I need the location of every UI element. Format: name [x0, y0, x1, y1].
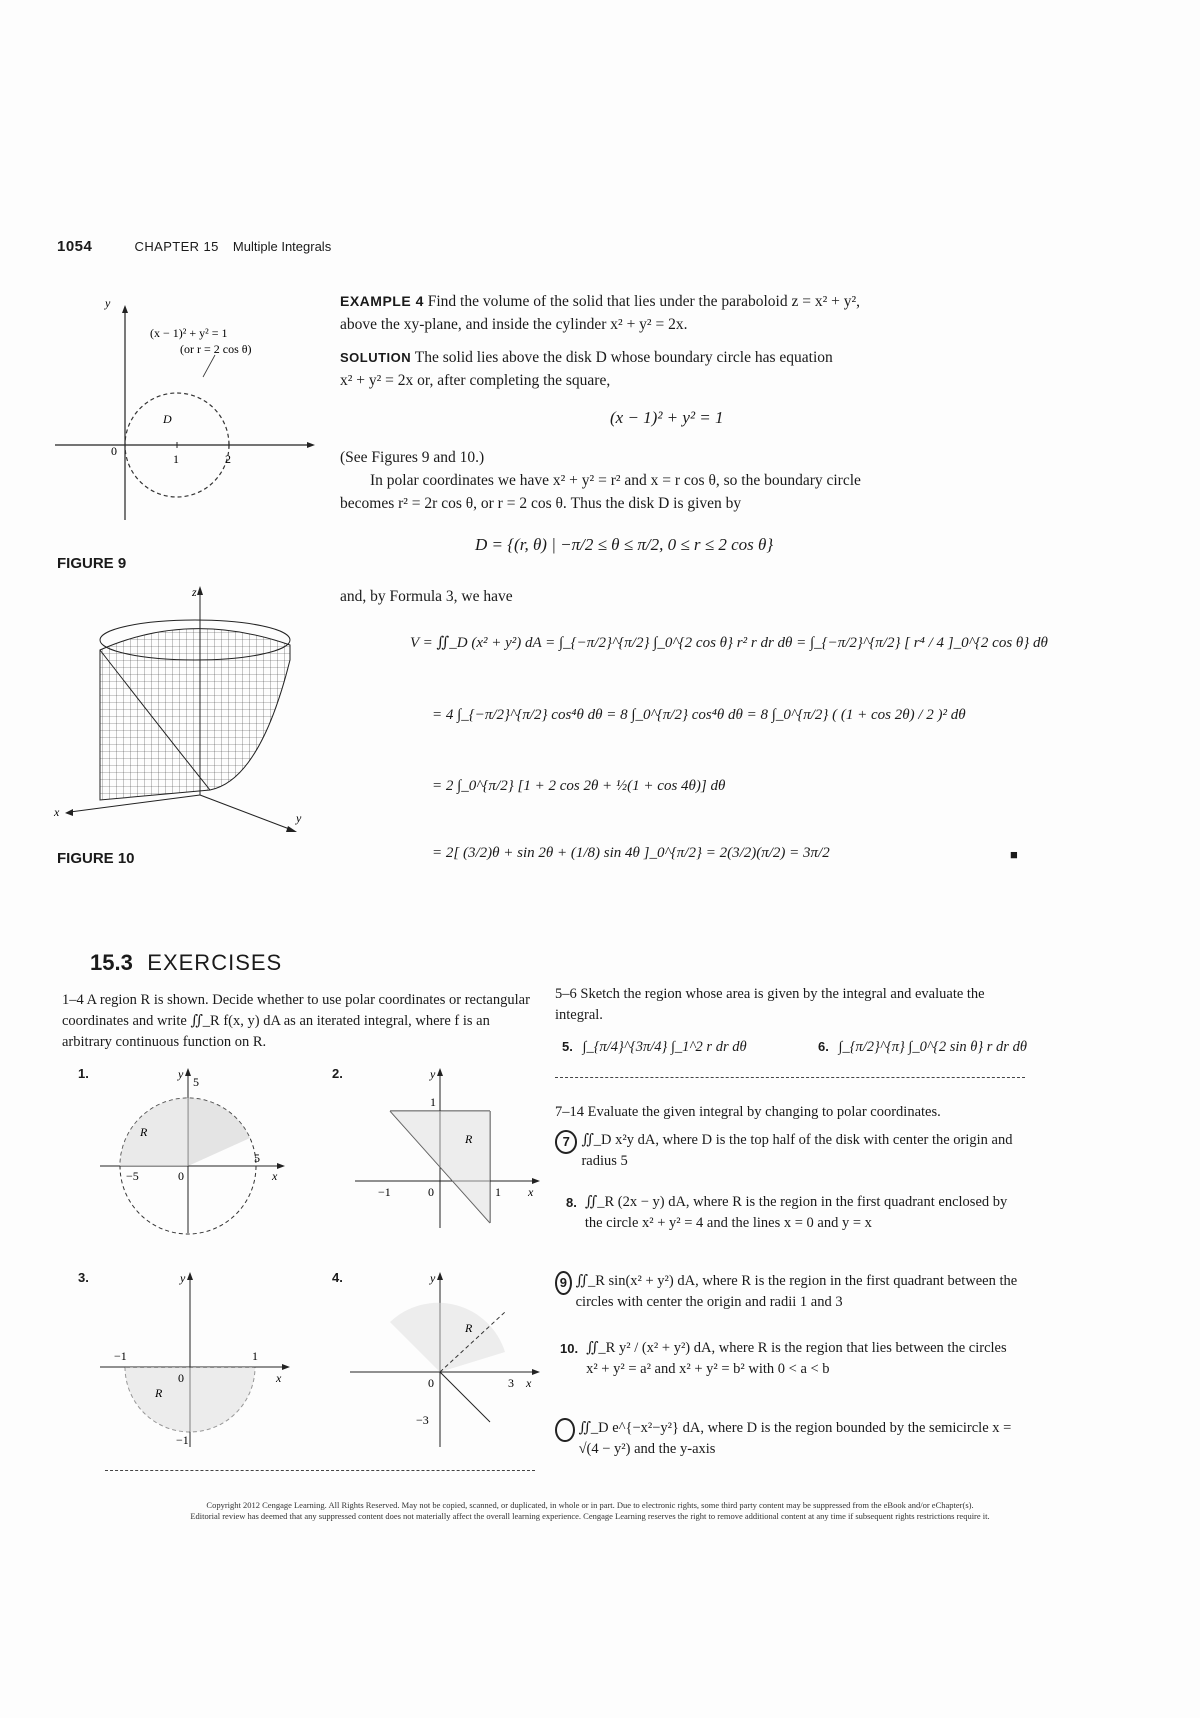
example-problem-line2: above the xy-plane, and inside the cylinder x² + y² = 2x.	[340, 316, 688, 333]
exercise-8-number: 8.	[566, 1195, 577, 1210]
example-problem-line1: Find the volume of the solid that lies under the paraboloid z = x² + y²,	[427, 293, 861, 310]
solution-line1: The solid lies above the disk D whose boundary circle has equation	[414, 349, 833, 366]
exercise-9	[555, 1271, 1025, 1313]
exercise-2-number: 2.	[332, 1066, 343, 1081]
ex4-tick-three: 3	[508, 1376, 514, 1390]
fig9-tick-0: 0	[111, 444, 117, 458]
figure-10-caption: FIGURE 10	[57, 850, 135, 867]
ex2-axis-x: x	[528, 1185, 534, 1199]
see-figures-note: (See Figures 9 and 10.)	[340, 449, 485, 466]
page-number: 1054	[57, 238, 93, 255]
fig9-region-label: D	[163, 412, 172, 426]
ex1-axis-y: y	[178, 1067, 184, 1081]
chapter-title: Multiple Integrals	[232, 239, 332, 254]
left-column-divider	[105, 1470, 535, 1471]
exercise-10-number: 10.	[560, 1341, 579, 1356]
ex3-origin: 0	[178, 1371, 184, 1385]
exercise-1-plot	[100, 1068, 285, 1238]
fig10-axis-z: z	[192, 585, 197, 599]
ex3-tick-neg1-y: −1	[176, 1433, 189, 1447]
ex2-origin: 0	[428, 1185, 434, 1199]
end-of-example-mark: ■	[1010, 847, 1018, 862]
ex1-tick-neg5: −5	[126, 1169, 139, 1183]
exercise-3-number: 3.	[78, 1270, 89, 1285]
solution-line2: x² + y² = 2x or, after completing the square,	[340, 372, 611, 389]
exercise-1-number: 1.	[78, 1066, 89, 1081]
fig9-eq-line1: (x − 1)² + y² = 1	[150, 326, 228, 340]
calculation-line-4: = 2[ (3/2)θ + sin 2θ + (1/8) sin 4θ ]_0^{π/2} = 2(3/2)(π/2) = 3π/2	[432, 845, 830, 861]
ex3-tick-neg1: −1	[114, 1349, 127, 1363]
solution-label: SOLUTION	[340, 350, 412, 365]
exercise-intro-5-6: 5–6 Sketch the region whose area is given by the integral and evaluate the integral.	[555, 986, 985, 1023]
exercise-5-number: 5.	[562, 1039, 573, 1054]
exercise-intro-1-4: 1–4 A region R is shown. Decide whether to use polar coordinates or rectangular coordinates and write ∬_R f(x, y) dA as an iterated integral, where f is an arbitrary continuous function on R.	[62, 992, 530, 1050]
ex4-axis-y: y	[430, 1271, 436, 1285]
polar-paragraph	[340, 469, 1000, 515]
exercise-11	[555, 1418, 1025, 1460]
ex2-axis-y: y	[430, 1067, 436, 1081]
ex1-tick-x: 5	[254, 1151, 260, 1165]
ex3-region: R	[155, 1386, 163, 1400]
exercise-6-number: 6.	[818, 1039, 829, 1054]
exercise-2-plot	[350, 1068, 540, 1238]
exercise-10-text: ∬_R y² / (x² + y²) dA, where R is the region that lies between the circles x² + y² = a² and x² + y² = b² with 0 < a < b	[586, 1340, 1007, 1377]
ex3-axis-y: y	[180, 1271, 186, 1285]
exercise-4-plot	[350, 1272, 540, 1452]
calculation-line-3: = 2 ∫_0^{π/2} [1 + 2 cos 2θ + ½(1 + cos 4θ)] dθ	[432, 778, 726, 794]
ex1-origin: 0	[178, 1169, 184, 1183]
exercise-9-number: 9	[555, 1271, 572, 1295]
fig10-axis-y: y	[296, 811, 302, 825]
ex2-tick-one-x: 1	[495, 1185, 501, 1199]
ex2-region: R	[465, 1132, 473, 1146]
exercise-5-integral: ∫_{π/4}^{3π/4} ∫_1^2 r dr dθ	[582, 1039, 747, 1055]
equation-disk-D: D = {(r, θ) | −π/2 ≤ θ ≤ π/2, 0 ≤ r ≤ 2 cos θ}	[475, 535, 774, 554]
exercise-11-text: ∬_D e^{−x²−y²} dA, where D is the region bounded by the semicircle x = √(4 − y²) and the y-axis	[578, 1420, 1012, 1457]
fig9-tick-1: 1	[173, 452, 179, 466]
equation-circle: (x − 1)² + y² = 1	[610, 408, 724, 427]
fig9-axis-y: y	[105, 296, 111, 310]
fig10-axis-x: x	[54, 805, 60, 819]
ex1-region: R	[140, 1125, 148, 1139]
exercise-6	[818, 1036, 1027, 1058]
fig9-eq-line2: (or r = 2 cos θ)	[180, 342, 252, 356]
ex4-origin: 0	[428, 1376, 434, 1390]
ex1-axis-x: x	[272, 1169, 278, 1183]
ex3-tick-one: 1	[252, 1349, 258, 1363]
ex2-tick-neg1: −1	[378, 1185, 391, 1199]
calculation-line-2: = 4 ∫_{−π/2}^{π/2} cos⁴θ dθ = 8 ∫_0^{π/2} cos⁴θ dθ = 8 ∫_0^{π/2} ( (1 + cos 2θ) / 2 )² dθ	[432, 707, 966, 723]
exercises-title: EXERCISES	[147, 950, 283, 975]
exercise-7	[555, 1130, 1025, 1172]
polar-line1: In polar coordinates we have x² + y² = r² and x = r cos θ, so the boundary circle	[370, 472, 861, 489]
ex4-axis-x: x	[526, 1376, 532, 1390]
exercise-11-number	[555, 1418, 575, 1442]
running-head	[57, 238, 331, 255]
figure-9-caption: FIGURE 9	[57, 555, 127, 572]
fig9-tick-2: 2	[225, 452, 231, 466]
section-number: 15.3	[90, 950, 133, 975]
example-problem	[340, 290, 1000, 336]
exercise-7-text: ∬_D x²y dA, where D is the top half of the disk with center the origin and radius 5	[581, 1132, 1013, 1169]
formula-intro: and, by Formula 3, we have	[340, 588, 513, 605]
chapter-label: CHAPTER 15	[134, 239, 219, 254]
exercises-heading	[90, 950, 282, 976]
ex4-region: R	[465, 1321, 473, 1335]
ex1-tick-five: 5	[193, 1075, 199, 1089]
exercise-5	[562, 1036, 747, 1058]
copyright-line2: Editorial review has deemed that any suppressed content does not materially affect the overall learning experience. Cengage Learning reserves the right to remove additional content at any time if subsequent rights restrictions require it.	[190, 1511, 990, 1521]
exercise-3-plot	[100, 1272, 290, 1452]
exercise-6-integral: ∫_{π/2}^{π} ∫_0^{2 sin θ} r dr dθ	[838, 1039, 1027, 1055]
copyright-line1: Copyright 2012 Cengage Learning. All Rights Reserved. May not be copied, scanned, or duplicated, in whole or in part. Due to electronic rights, some third party content may be suppressed from the eBook and/or eChapter(s).	[206, 1500, 974, 1510]
exercise-8	[566, 1192, 1016, 1234]
exercise-7-number: 7	[555, 1130, 577, 1154]
exercise-4-number: 4.	[332, 1270, 343, 1285]
polar-line2: becomes r² = 2r cos θ, or r = 2 cos θ. Thus the disk D is given by	[340, 495, 742, 512]
exercise-8-text: ∬_R (2x − y) dA, where R is the region in the first quadrant enclosed by the circle x² + y² = 4 and the lines x = 0 and y = x	[584, 1194, 1008, 1231]
copyright-notice	[140, 1500, 1040, 1522]
figure-9-plot	[55, 295, 315, 535]
example-solution	[340, 346, 1000, 392]
calculation-line-1: V = ∬_D (x² + y²) dA = ∫_{−π/2}^{π/2} ∫_0^{2 cos θ} r² r dr dθ = ∫_{−π/2}^{π/2} [ r⁴ / 4 ]_0^{2 cos θ} dθ	[410, 635, 1048, 651]
exercise-9-text: ∬_R sin(x² + y²) dA, where R is the region in the first quadrant between the circles with center the origin and radii 1 and 3	[575, 1273, 1018, 1310]
exercise-intro-7-14: 7–14 Evaluate the given integral by changing to polar coordinates.	[555, 1104, 941, 1120]
exercise-10	[560, 1338, 1020, 1380]
ex4-tick-neg3: −3	[416, 1413, 429, 1427]
right-column-divider	[555, 1077, 1025, 1078]
example-label: EXAMPLE 4	[340, 293, 424, 309]
ex2-tick-one: 1	[430, 1095, 436, 1109]
ex3-axis-x: x	[276, 1371, 282, 1385]
figure-10-plot	[54, 585, 310, 830]
